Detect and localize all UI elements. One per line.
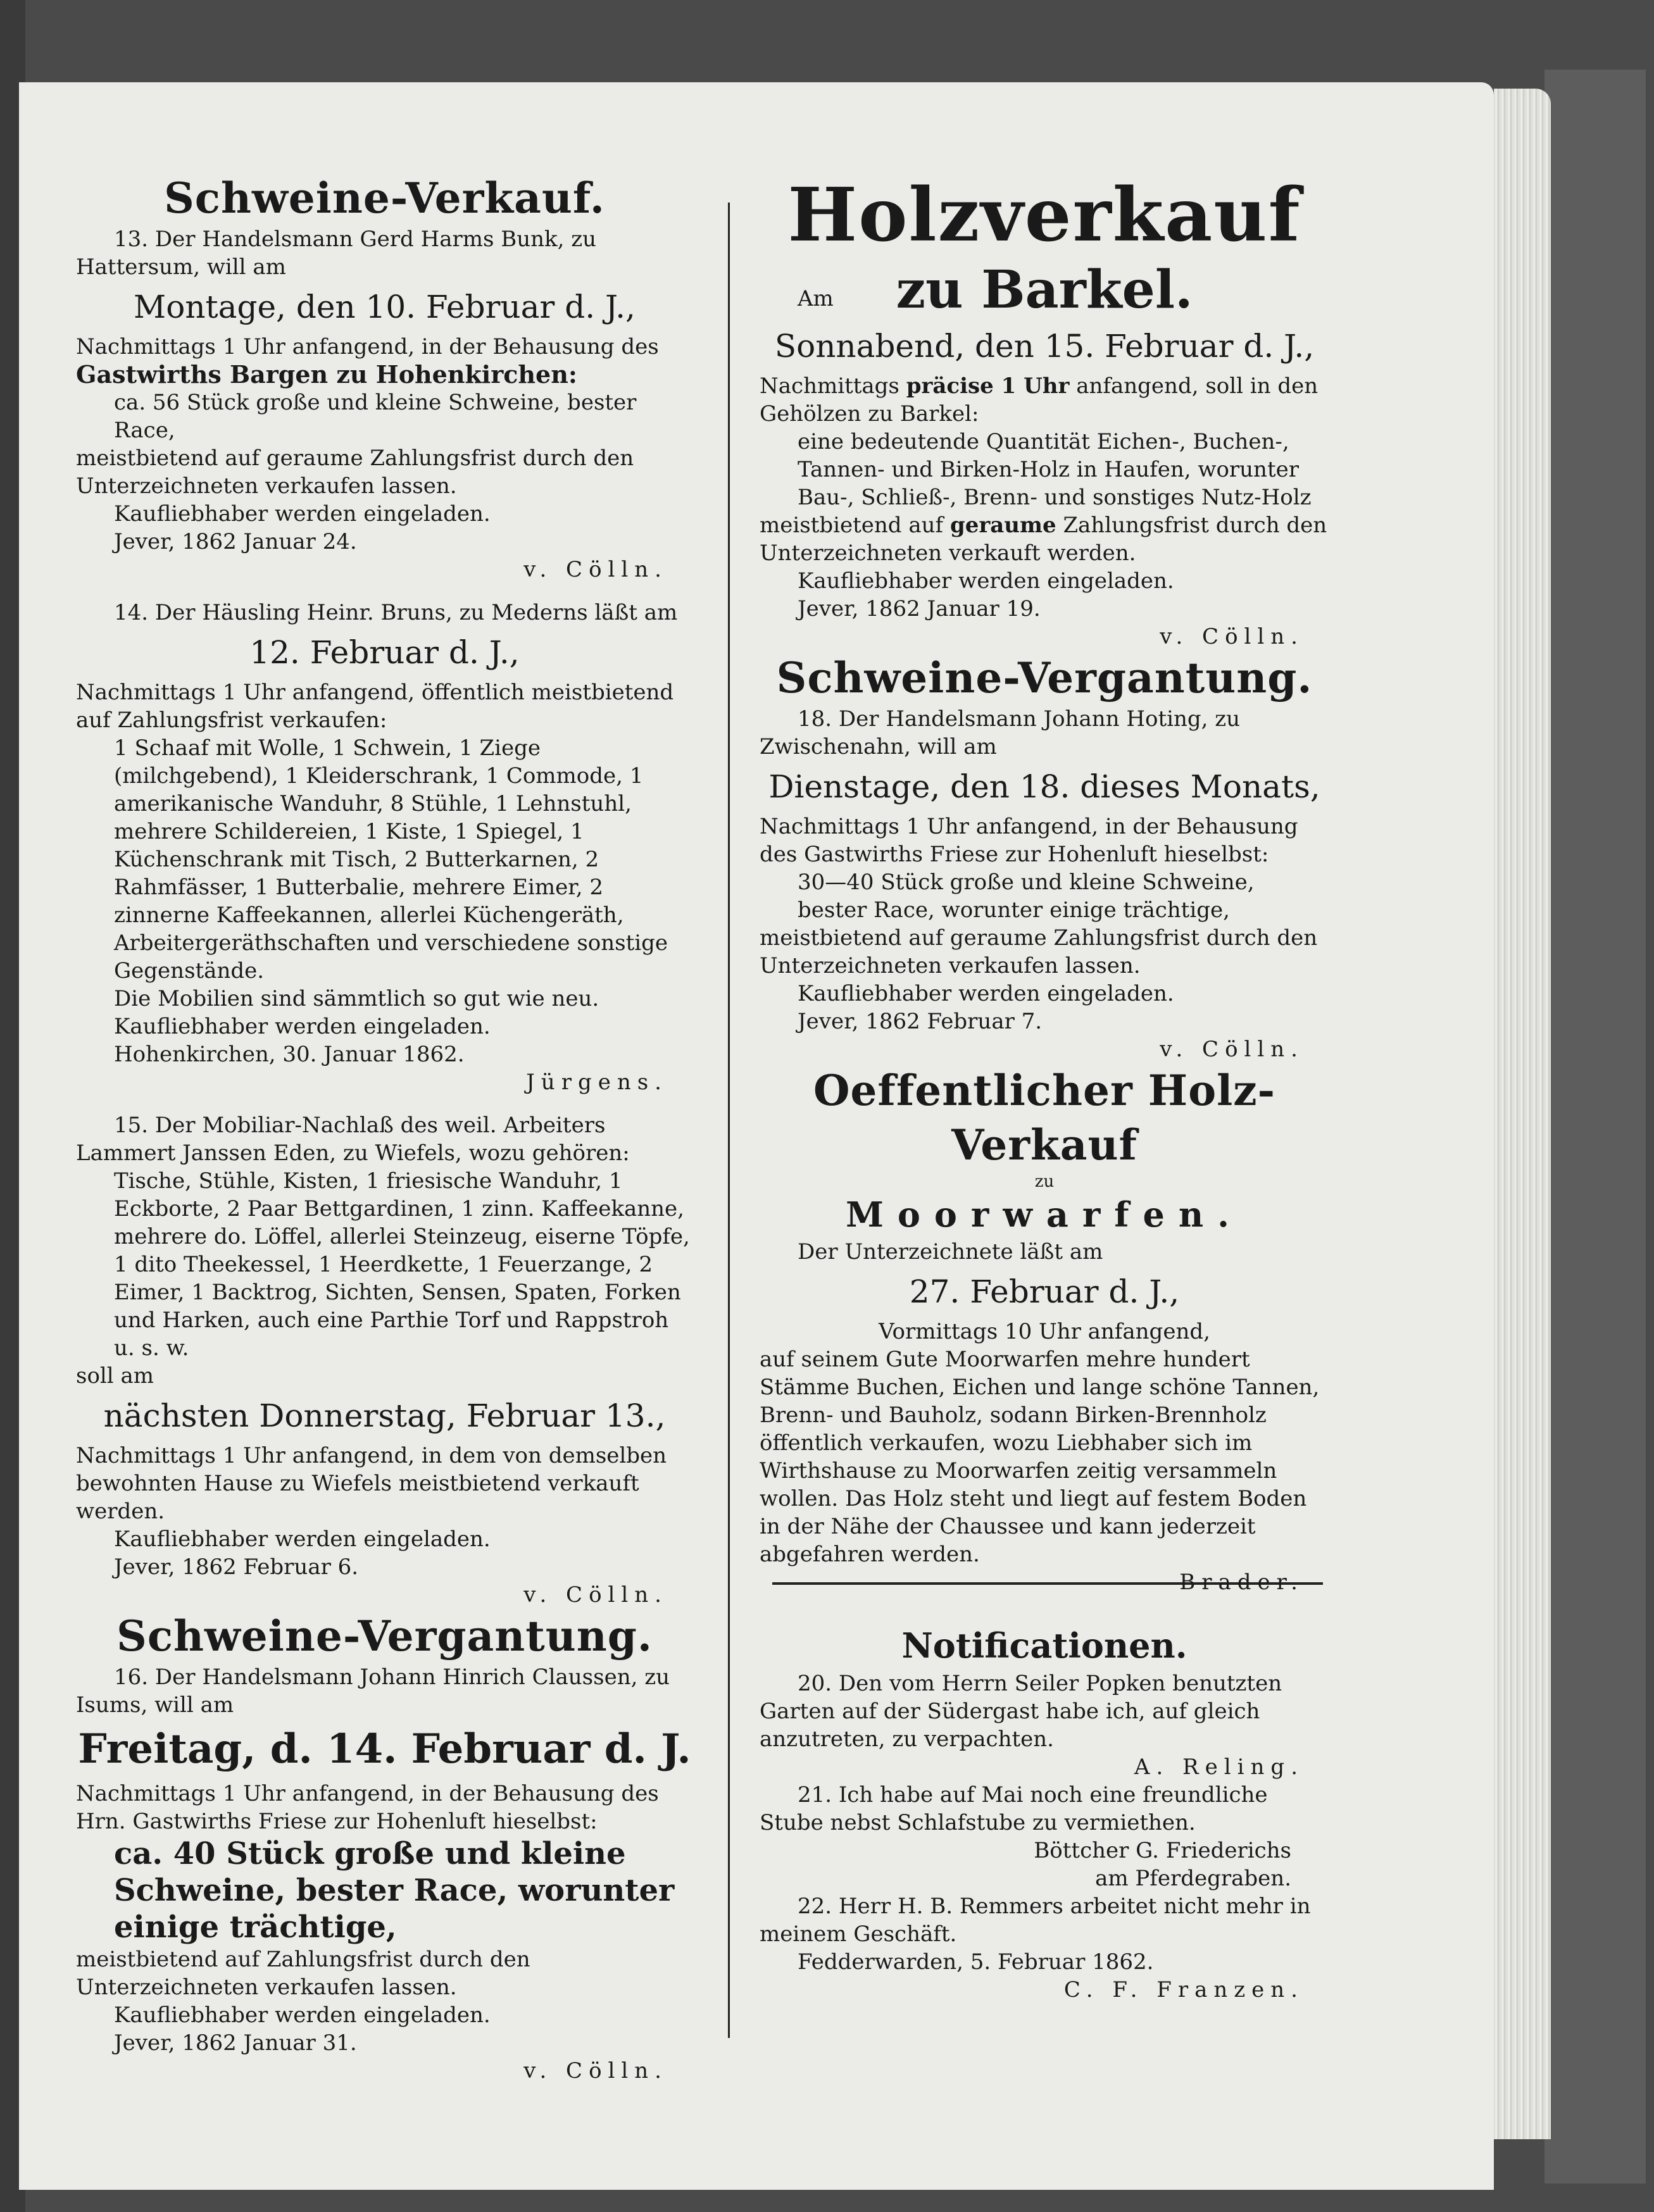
ad-items: ca. 56 Stück große und kleine Schweine, bester Race, [114,390,637,443]
ad-invite: Kaufliebhaber werden eingeladen. [798,981,1174,1006]
ad-items: Tische, Stühle, Kisten, 1 friesische Wanduhr, 1 Eckborte, 2 Paar Bettgardinen, 1 zinn. Kaffeekanne, mehrere do. Löffel, allerlei Steinzeug, eiserne Töpfe, 1 dito Theekessel, 1 Heerdkette, 1 Feuerzange, 2 Eimer, 1 Backtrog, Sichten, Sensen, Spaten, Forken und Harken, auch eine Parthie Torf und Rappstroh u. s. w. [114,1168,690,1361]
column-divider [728,203,730,2038]
ad-heading: Oeffentlicher Holz-Verkauf [813,1066,1276,1170]
ad-terms-post: Zahlungsfrist durch den Unterzeichneten verkauft werden. [760,513,1327,566]
notification-20: 20. Den vom Herrn Seiler Popken benutzten Garten auf der Südergast habe ich, auf gleich anzutreten, zu verpachten. [760,1671,1282,1752]
ad-body-bold: präcise 1 Uhr [906,373,1070,399]
ad-place-date: Jever, 1862 Januar 19. [798,596,1041,622]
notification-22: 22. Herr H. B. Remmers arbeitet nicht mehr in meinem Geschäft. [760,1894,1311,1947]
ad-items: 1 Schaaf mit Wolle, 1 Schwein, 1 Ziege (milchgebend), 1 Kleiderschrank, 1 Commode, 1 amerikanische Wanduhr, 8 Stühle, 1 Lehnstuhl, mehrere Schildereien, 1 Kiste, 1 Spiegel, 1 Küchenschrank mit Tisch, 2 Butterkarnen, 2 Rahmfässer, 1 Butterbalie, mehrere Eimer, 2 zinnerne Kaffeekannen, allerlei Küchengeräth, Arbeitergeräthschaften und verschiedene sonstige Gegenstände. [114,735,668,984]
right-column [760,171,1329,2004]
ad-terms: Nachmittags 1 Uhr anfangend, öffentlich meistbietend auf Zahlungsfrist verkaufen: [76,680,674,733]
notification-20-signature: A. Reling. [1134,1754,1304,1780]
ad-items: eine bedeutende Quantität Eichen-, Buchen-, Tannen- und Birken-Holz in Haufen, worunter Bau-, Schließ-, Brenn- und sonstiges Nutz-Holz [798,429,1312,510]
ad-signature: Jürgens. [526,1070,668,1095]
ad-holzverkauf-moorwarfen [760,1063,1329,1596]
ad-intro: Der Unterzeichnete läßt am [798,1239,1103,1265]
ad-signature: v. Cölln. [523,2058,668,2084]
ad-schweine-verkauf [76,171,693,584]
notification-21-signature: Böttcher G. Friederichs [1034,1838,1291,1863]
ad-date: Sonnabend, den 15. Februar d. J., [774,328,1315,365]
ad-body-post: anfangend, soll in den Gehölzen zu Barkel: [760,373,1319,427]
ad-schweine-vergantung-hoting [760,651,1329,1063]
ad-place-date: Jever, 1862 Januar 31. [114,2030,357,2056]
notifications [760,1622,1329,2004]
notification-21-address: am Pferdegraben. [1095,1866,1291,1891]
ad-place-date: Jever, 1862 Februar 6. [114,1554,359,1580]
ad-schweine-vergantung-claussen [76,1609,693,2085]
ad-zu: zu [1034,1172,1055,1191]
ad-signature: v. Cölln. [523,557,668,582]
ad-invite: Kaufliebhaber werden eingeladen. [114,501,491,527]
ad-intro: 14. Der Häusling Heinr. Bruns, zu Mederns läßt am [114,600,678,625]
notification-21: 21. Ich habe auf Mai noch eine freundliche Stube nebst Schlafstube zu vermiethen. [760,1782,1268,1835]
ad-holzverkauf-barkel [760,171,1329,651]
page-stack-edges [1494,89,1551,2139]
ad-date: Montage, den 10. Februar d. J., [134,289,636,325]
ad-signature: v. Cölln. [1160,624,1304,649]
ad-items: 30—40 Stück große und kleine Schweine, bester Race, worunter einige trächtige, [798,870,1255,923]
ad-heading: Holzverkauf [787,172,1301,258]
ad-place-date: Jever, 1862 Januar 24. [114,529,357,554]
ad-date: 27. Februar d. J., [909,1273,1180,1310]
book-binding [1544,70,1646,2184]
notification-22-place-date: Fedderwarden, 5. Februar 1862. [798,1949,1154,1975]
ad-mobiliar-nachlass [76,1111,693,1609]
ad-terms [760,511,1329,567]
ad-heading: Schweine-Vergantung. [116,1611,653,1661]
ad-date: 12. Februar d. J., [249,634,520,671]
ad-invite: Kaufliebhaber werden eingeladen. [798,568,1174,594]
notification-22-signature: C. F. Franzen. [1063,1977,1304,2003]
ad-terms: meistbietend auf Zahlungsfrist durch den Unterzeichneten verkaufen lassen. [76,1947,530,2000]
ad-date: Dienstage, den 18. dieses Monats, [768,768,1320,805]
ad-am: Am [798,286,834,311]
ad-intro: 18. Der Handelsmann Johann Hoting, zu Zwischenahn, will am [760,706,1241,759]
ad-intro: 13. Der Handelsmann Gerd Harms Bunk, zu Hattersum, will am [76,227,597,280]
ad-bruns-auction [76,599,693,1096]
ad-body-pre: Nachmittags [760,373,899,399]
ad-note: Die Mobilien sind sämmtlich so gut wie neu. [114,986,599,1011]
ad-date: nächsten Donnerstag, Februar 13., [103,1397,666,1434]
ad-terms-pre: meistbietend auf [760,513,944,538]
ad-heading: Schweine-Vergantung. [776,653,1313,703]
ad-subheading: zu Barkel. [896,259,1193,320]
ad-time: Vormittags 10 Uhr anfangend, [879,1319,1210,1344]
ad-soll-am: soll am [76,1363,154,1389]
ad-signature: v. Cölln. [523,1582,668,1608]
ad-terms: Nachmittags 1 Uhr anfangend, in dem von demselben bewohnten Hause zu Wiefels meistbietend verkauft werden. [76,1443,667,1524]
notifications-heading: Notificationen. [901,1625,1187,1666]
ad-place: Moorwarfen. [846,1194,1243,1235]
ad-venue: Gastwirths Bargen zu Hohenkirchen: [76,360,577,389]
ad-place-date: Jever, 1862 Februar 7. [798,1009,1043,1034]
ad-signature: v. Cölln. [1160,1037,1304,1062]
ad-body [760,372,1329,428]
ad-terms: meistbietend auf geraume Zahlungsfrist durch den Unterzeichneten verkaufen lassen. [76,446,634,499]
ad-place-date: Hohenkirchen, 30. Januar 1862. [114,1042,465,1067]
ad-heading: Schweine-Verkauf. [164,173,605,223]
ad-invite: Kaufliebhaber werden eingeladen. [114,1014,491,1039]
ad-items: ca. 40 Stück große und kleine Schweine, bester Race, worunter einige trächtige, [114,1836,675,1945]
ad-terms-bold: geraume [949,513,1056,538]
ad-body: Nachmittags 1 Uhr anfangend, in der Behausung des [76,334,659,359]
ad-body: Nachmittags 1 Uhr anfangend, in der Behausung des Gastwirths Friese zur Hohenluft hieselbst: [760,814,1298,867]
ad-date: Freitag, d. 14. Februar d. J. [78,1725,691,1773]
ad-body: Nachmittags 1 Uhr anfangend, in der Behausung des Hrn. Gastwirths Friese zur Hohenluft hieselbst: [76,1781,659,1834]
ad-invite: Kaufliebhaber werden eingeladen. [114,2003,491,2028]
ad-signature: Brader. [1179,1570,1304,1595]
ad-terms: meistbietend auf geraume Zahlungsfrist durch den Unterzeichneten verkaufen lassen. [760,925,1318,978]
ad-intro: 15. Der Mobiliar-Nachlaß des weil. Arbeiters Lammert Janssen Eden, zu Wiefels, wozu gehören: [76,1113,630,1166]
ad-invite: Kaufliebhaber werden eingeladen. [114,1527,491,1552]
left-column [76,171,693,2085]
ad-body: auf seinem Gute Moorwarfen mehre hundert Stämme Buchen, Eichen und lange schöne Tannen, Brenn- und Bauholz, sodann Birken-Brennholz öffentlich verkaufen, wozu Liebhaber sich im Wirthshause zu Moorwarfen zeitig versammeln wollen. Das Holz steht und liegt auf festem Boden in der Nähe der Chaussee und kann jederzeit abgefahren werden. [760,1347,1320,1567]
ad-intro: 16. Der Handelsmann Johann Hinrich Claussen, zu Isums, will am [76,1665,670,1718]
